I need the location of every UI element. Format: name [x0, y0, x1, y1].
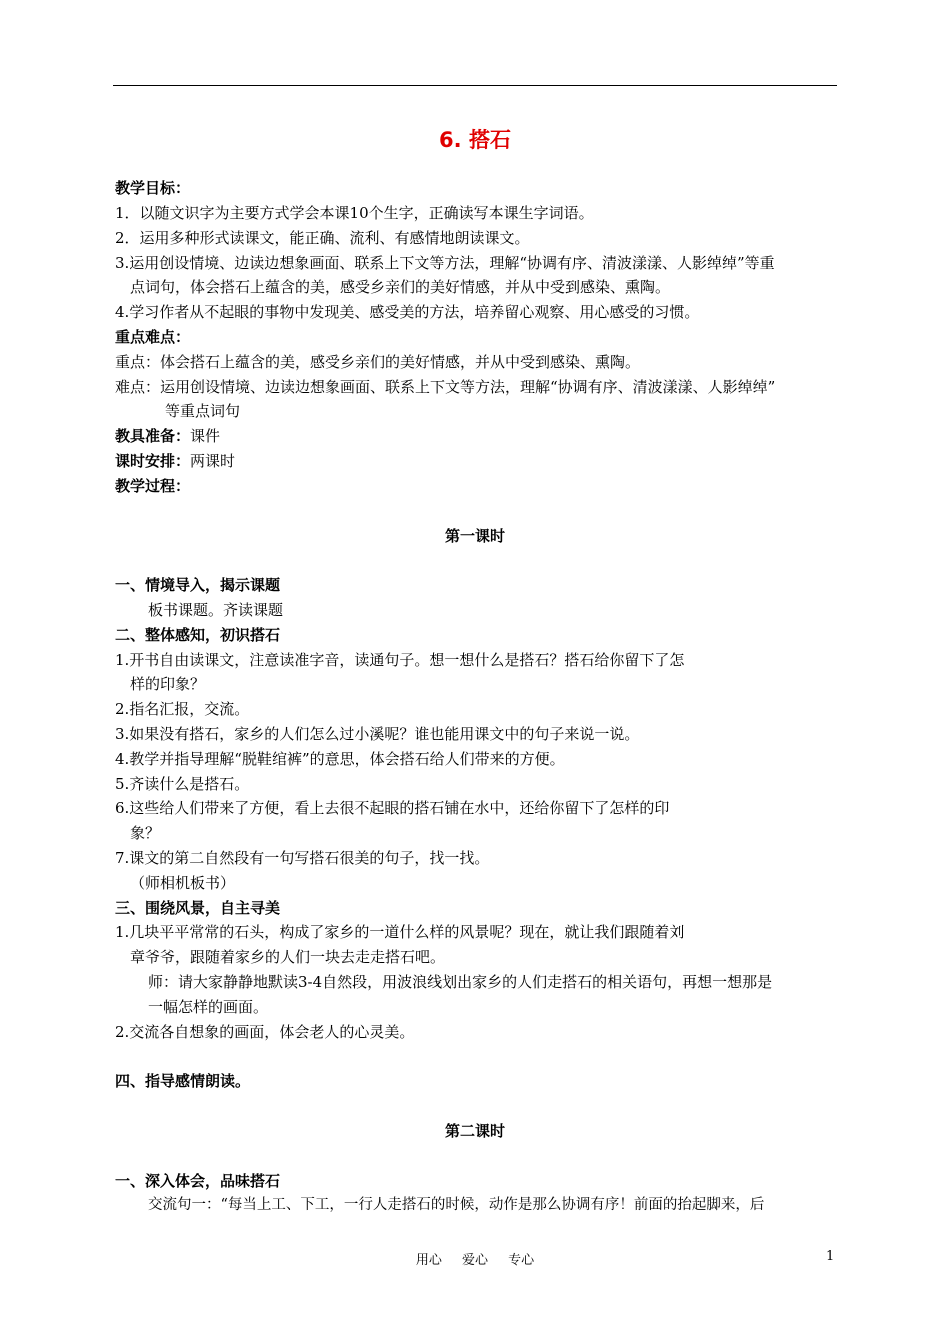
- footer-word: 爱心: [461, 1253, 488, 1268]
- body-line: 2.指名汇报，交流。: [115, 700, 250, 718]
- body-line: 6.这些给人们带来了方便，看上去很不起眼的搭石铺在水中，还给你留下了怎样的印: [115, 799, 670, 817]
- body-line: 1.几块平平常常的石头，构成了家乡的一道什么样的风景呢？现在，就让我们跟随着刘: [115, 923, 685, 941]
- objective-line: 3.运用创设情境、边读边想象画面、联系上下文等方法，理解“协调有序、清波漾漾、人影绰绰”等重: [115, 254, 775, 272]
- body-line: 交流句一：“每当上工、下工，一行人走搭石的时候，动作是那么协调有序！前面的抬起脚来，后: [148, 1197, 765, 1213]
- body-line: （师相机板书）: [130, 874, 236, 892]
- section-heading: 三、围绕风景，自主寻美: [115, 899, 281, 917]
- objective-line: 4.学习作者从不起眼的事物中发现美、感受美的方法，培养留心观察、用心感受的习惯。: [115, 303, 700, 321]
- body-line: 样的印象？: [130, 675, 206, 693]
- prep-value: 课件: [190, 427, 221, 445]
- objective-line: 2．运用多种形式读课文，能正确、流利、有感情地朗读课文。: [115, 229, 530, 247]
- objective-line: 点词句，体会搭石上蕴含的美，感受乡亲们的美好情感，并从中受到感染、熏陶。: [130, 278, 671, 296]
- body-line: 师：请大家静静地默读3-4自然段，用波浪线划出家乡的人们走搭石的相关语句，再想一想那是: [148, 973, 773, 991]
- schedule-label: 课时安排：: [115, 452, 191, 470]
- lesson1-title: 第一课时: [444, 527, 505, 545]
- objective-line: 1．以随文识字为主要方式学会本课10个生字，正确读写本课生字词语。: [115, 204, 594, 222]
- page-footer: [0, 1249, 950, 1268]
- section-heading: 一、情境导入，揭示课题: [115, 576, 281, 594]
- key-point-line: 等重点词句: [165, 402, 241, 420]
- body-line: 板书课题。齐读课题: [148, 601, 284, 619]
- prep-line: [115, 426, 220, 446]
- schedule-line: [115, 451, 235, 471]
- schedule-value: 两课时: [190, 452, 236, 470]
- header-rule: [113, 85, 837, 86]
- key-point-line: 重点：体会搭石上蕴含的美，感受乡亲们的美好情感，并从中受到感染、熏陶。: [115, 353, 641, 371]
- lesson2-title: 第二课时: [444, 1122, 505, 1140]
- key-point-line: 难点：运用创设情境、边读边想象画面、联系上下文等方法，理解“协调有序、清波漾漾、人影绰绰”: [115, 378, 776, 396]
- body-line: 象？: [130, 824, 161, 842]
- prep-label: 教具准备：: [115, 427, 191, 445]
- process-heading: 教学过程：: [115, 477, 191, 495]
- section-heading: 四、指导感情朗读。: [115, 1072, 251, 1090]
- body-line: 章爷爷，跟随着家乡的人们一块去走走搭石吧。: [130, 948, 446, 966]
- footer-word: 用心: [415, 1253, 442, 1268]
- body-line: 2.交流各自想象的画面，体会老人的心灵美。: [115, 1023, 415, 1041]
- page-number: 1: [826, 1249, 835, 1264]
- section-heading: 二、整体感知，初识搭石: [115, 626, 281, 644]
- body-line: 3.如果没有搭石，家乡的人们怎么过小溪呢？谁也能用课文中的句子来说一说。: [115, 725, 640, 743]
- body-line: 1.开书自由读课文，注意读准字音，读通句子。想一想什么是搭石？搭石给你留下了怎: [115, 651, 685, 669]
- footer-word: 专心: [508, 1253, 535, 1268]
- body-line: 一幅怎样的画面。: [148, 998, 269, 1016]
- body-line: 4.教学并指导理解“脱鞋绾裤”的意思，体会搭石给人们带来的方便。: [115, 750, 565, 768]
- key-points-heading: 重点难点：: [115, 328, 191, 346]
- document-title: 6. 搭石: [439, 128, 511, 152]
- section-heading: 一、深入体会，品味搭石: [115, 1172, 281, 1190]
- body-line: 5.齐读什么是搭石。: [115, 775, 250, 793]
- body-line: 7.课文的第二自然段有一句写搭石很美的句子，找一找。: [115, 849, 490, 867]
- objectives-heading: 教学目标：: [115, 179, 191, 197]
